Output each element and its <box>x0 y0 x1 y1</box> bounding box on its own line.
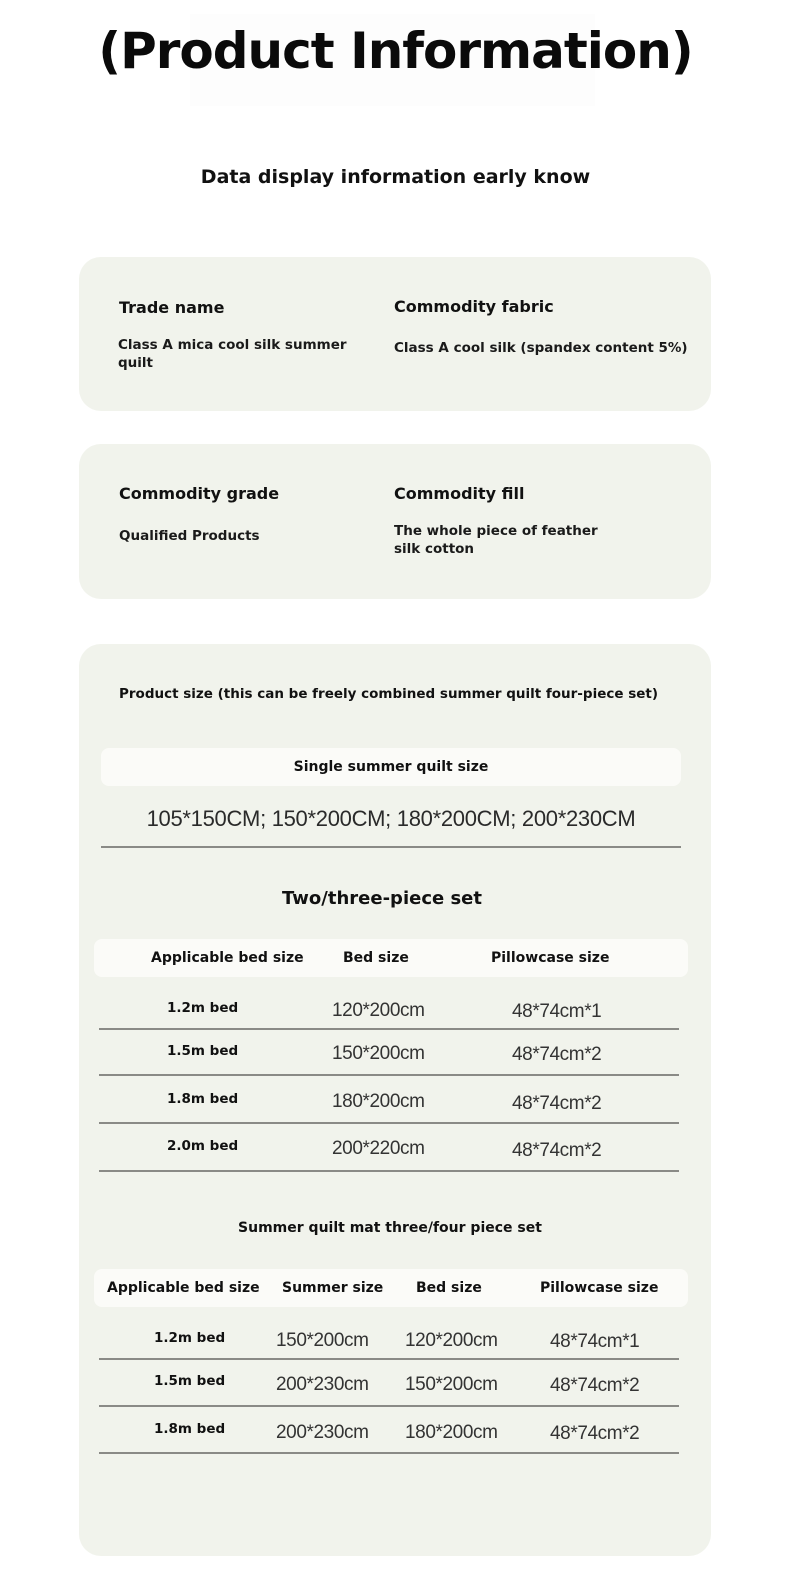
divider <box>99 1358 679 1360</box>
table-row-bed-size: 180*200cm <box>332 1091 425 1112</box>
trade-name-value: Class A mica cool silk summer quilt <box>118 337 347 371</box>
table-row-bed: 1.5m bed <box>167 1043 239 1059</box>
commodity-grade-value: Qualified Products <box>119 528 260 544</box>
table-row-summer-size: 150*200cm <box>276 1330 369 1351</box>
table-row-bed-size: 120*200cm <box>405 1330 498 1351</box>
table-row-pillowcase: 48*74cm*2 <box>550 1375 640 1396</box>
table-row-bed: 1.2m bed <box>154 1330 226 1346</box>
table-row-summer-size: 200*230cm <box>276 1374 369 1395</box>
two-three-piece-title: Two/three-piece set <box>282 888 482 909</box>
commodity-fill-label: Commodity fill <box>394 484 525 503</box>
col-bed-size: Bed size <box>343 950 409 966</box>
table-row-bed: 2.0m bed <box>167 1138 239 1154</box>
table-row-bed-size: 120*200cm <box>332 1000 425 1021</box>
table-row-pillowcase: 48*74cm*1 <box>550 1331 640 1352</box>
col-bed-size: Bed size <box>416 1280 482 1296</box>
table-row-bed-size: 150*200cm <box>332 1043 425 1064</box>
single-quilt-sizes: 105*150CM; 150*200CM; 180*200CM; 200*230CM <box>146 806 636 831</box>
mat-set-header-bar <box>94 1269 688 1307</box>
info-card-trade <box>79 257 711 411</box>
product-size-card <box>79 644 711 1556</box>
page-subtitle: Data display information early know <box>200 166 591 188</box>
commodity-grade-label: Commodity grade <box>119 484 280 503</box>
col-applicable-bed-size: Applicable bed size <box>151 950 304 966</box>
col-applicable-bed-size: Applicable bed size <box>107 1280 260 1296</box>
divider <box>99 1074 679 1076</box>
table-row-bed: 1.8m bed <box>167 1091 239 1107</box>
col-pillowcase-size: Pillowcase size <box>491 950 610 966</box>
divider <box>99 1122 679 1124</box>
table-row-bed-size: 150*200cm <box>405 1374 498 1395</box>
table-row-pillowcase: 48*74cm*2 <box>512 1140 602 1161</box>
commodity-fill-value: The whole piece of feather silk cotton <box>394 523 598 557</box>
commodity-fabric-value: Class A cool silk (spandex content 5%) <box>394 340 688 356</box>
mat-set-title: Summer quilt mat three/four piece set <box>238 1220 542 1236</box>
table-row-bed: 1.2m bed <box>167 1000 239 1016</box>
table-row-summer-size: 200*230cm <box>276 1422 369 1443</box>
col-summer-size: Summer size <box>282 1280 384 1296</box>
single-quilt-header-bar <box>101 748 681 786</box>
divider <box>101 846 681 848</box>
col-pillowcase-size: Pillowcase size <box>540 1280 659 1296</box>
divider <box>99 1170 679 1172</box>
table-row-bed-size: 200*220cm <box>332 1138 425 1159</box>
commodity-fabric-label: Commodity fabric <box>394 297 554 316</box>
table-row-bed-size: 180*200cm <box>405 1422 498 1443</box>
table-row-bed: 1.8m bed <box>154 1421 226 1437</box>
two-three-header-bar <box>94 939 688 977</box>
table-row-bed: 1.5m bed <box>154 1373 226 1389</box>
table-row-pillowcase: 48*74cm*1 <box>512 1001 602 1022</box>
table-row-pillowcase: 48*74cm*2 <box>550 1423 640 1444</box>
info-card-grade <box>79 444 711 599</box>
table-row-pillowcase: 48*74cm*2 <box>512 1044 602 1065</box>
divider <box>99 1028 679 1030</box>
product-size-heading: Product size (this can be freely combined summer quilt four-piece set) <box>119 686 659 702</box>
trade-name-label: Trade name <box>119 298 225 317</box>
divider <box>99 1452 679 1454</box>
single-quilt-header: Single summer quilt size <box>293 759 489 775</box>
divider <box>99 1405 679 1407</box>
page-title: (Product Information) <box>98 22 693 80</box>
table-row-pillowcase: 48*74cm*2 <box>512 1093 602 1114</box>
